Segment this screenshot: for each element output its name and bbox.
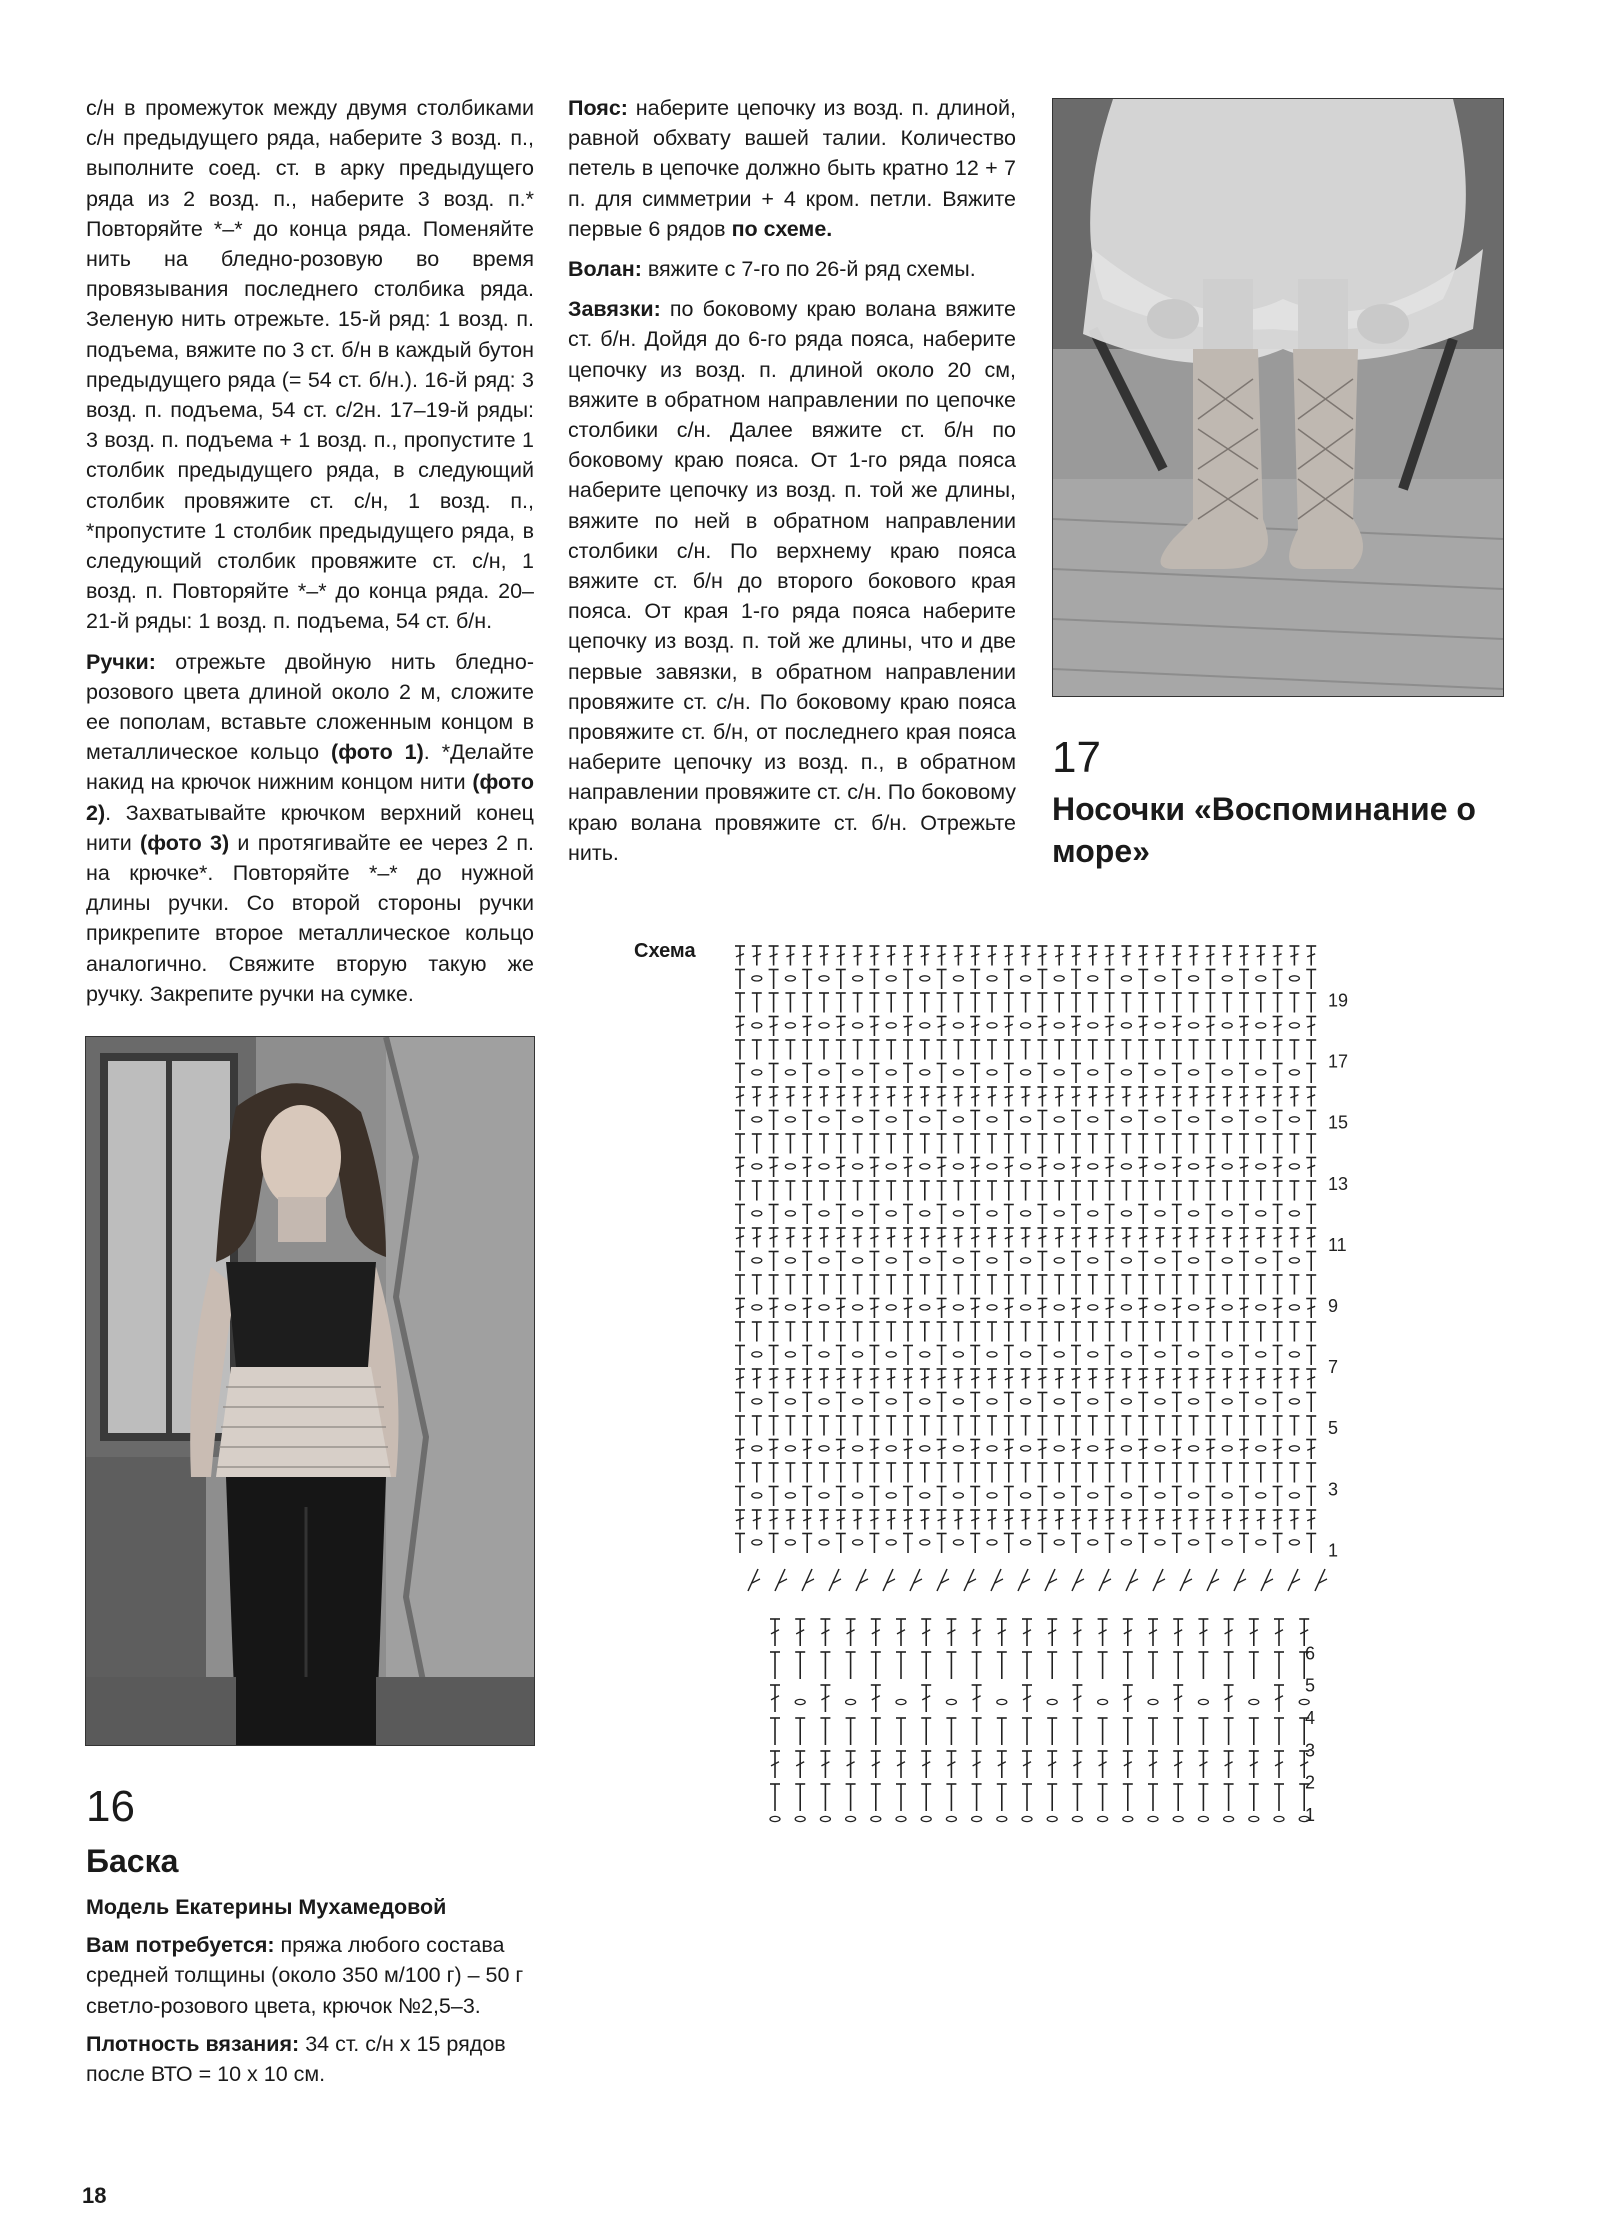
flounce-label: Волан: — [568, 257, 642, 282]
section-16-number: 16 — [86, 1782, 135, 1831]
author-name: Модель Екатерины Мухамедовой — [86, 1895, 447, 1919]
handles-text-a: отрежьте двойную нить бледно-розового цвета длиной около 2 м, сложите ее пополам, вставьте сложенным концом в металлическое кольцо — [86, 649, 534, 765]
gauge — [86, 2029, 534, 2089]
section-16-details — [86, 1892, 534, 2097]
handles-text-e: . Захватывайте крючком верхний конец нити — [86, 800, 534, 855]
handles-text-g: и протягивайте ее через 2 п. на крючке*. Повторяйте *–* до нужной длины ручки. Со второй стороны ручки прикрепите второе металлическое кольцо аналогично. Свяжите вторую такую же ручку. Закрепите ручки на сумке. — [86, 830, 534, 1006]
lower-row-label: 4 — [1305, 1708, 1316, 1729]
upper-row-label: 9 — [1328, 1296, 1339, 1316]
ties-label: Завязки: — [568, 297, 661, 322]
paragraph-flounce — [568, 254, 1016, 284]
socks-photo — [1052, 98, 1504, 697]
gauge-text: 34 ст. с/н х 15 рядов после ВТО = 10 х 10 см. — [86, 2031, 506, 2087]
materials-label: Вам потребуется: — [86, 1933, 275, 1958]
lower-row-label: 1 — [1305, 1805, 1316, 1826]
upper-row-label: 17 — [1328, 1051, 1349, 1072]
belt-schema-ref: по схеме. — [731, 216, 833, 241]
lower-row-label: 3 — [1305, 1740, 1316, 1761]
upper-row-label: 1 — [1328, 1540, 1339, 1561]
belt-label: Пояс: — [568, 96, 628, 120]
paragraph-row-instructions: с/н в промежуток между двумя столбиками с/н предыдущего ряда, наберите 3 возд. п., выполните соед. ст. в арку предыдущего ряда из 2 возд. п., наберите 3 возд. п.* Повторяйте *–* до конца ряда. Поменяйте нить на бледно-розовую во время провязывания последнего столбика ряда. Зеленую нить отрежьте. 15-й ряд: 1 возд. п. подъема, вяжите по 3 ст. б/н в каждый бутон предыдущего ряда (= 54 ст. б/н.). 16-й ряд: 3 возд. п. подъема, 54 ст. с/2н. 17–19-й ряды: 3 возд. п. подъема + 1 возд. п., пропустите 1 столбик предыдущего ряда, в следующий столбик провяжите ст. с/н, 1 возд. п., *пропустите 1 столбик предыдущего ряда, в следующий столбик провяжите ст. с/н, 1 возд. п. Повторяйте *–* до конца ряда. 20–21-й ряды: 1 возд. п. подъема, 54 ст. б/н. — [86, 96, 534, 634]
lower-row-label: 6 — [1305, 1643, 1316, 1664]
photo-ref-2: (фото 2) — [86, 770, 534, 825]
text-column-1 — [86, 93, 534, 1019]
gauge-label: Плотность вязания: — [86, 2031, 300, 2056]
handles-text-c: . *Делайте накид на крючок нижним концом нити — [86, 740, 534, 795]
page-number: 18 — [82, 2183, 107, 2208]
upper-row-label: 11 — [1328, 1234, 1347, 1255]
lower-row-label: 5 — [1305, 1675, 1316, 1696]
lower-row-label: 2 — [1305, 1772, 1316, 1793]
crochet-chart — [720, 930, 1360, 2090]
ties-text: по боковому краю волана вяжите ст. б/н. Дойдя до 6-го ряда пояса, наберите цепочку из возд. п. длиной около 20 см, вяжите в обратном направлении по цепочке столбики с/н. Далее вяжите ст. б/н по боковому краю пояса. От 1-го ряда пояса наберите цепочку из возд. п. той же длины, вяжите по ней в обратном направлении столбики с/н. По верхнему краю пояса вяжите ст. б/н до второго бокового края пояса. От края 1-го ряда пояса наберите цепочку из возд. п. той же длины, что и две первые завязки, в обратном направлении провяжите ст. с/н. По боковому краю пояса провяжите ст. б/н, от последнего края пояса наберите цепочку из возд. п., в обратном направлении провяжите ст. с/н. По боковому краю волана провяжите ст. б/н. Отрежьте нить. — [568, 297, 1016, 865]
paragraph-ties — [568, 294, 1016, 868]
paragraph-belt — [568, 93, 1016, 244]
peplum-photo-illustration — [86, 1037, 534, 1745]
materials — [86, 1930, 534, 2021]
schema-label: Схема — [634, 940, 696, 962]
paragraph-handles — [86, 647, 534, 1009]
upper-row-label: 5 — [1328, 1418, 1339, 1439]
upper-row-label: 15 — [1328, 1112, 1349, 1133]
upper-row-label: 7 — [1328, 1357, 1339, 1378]
photo-ref-3: (фото 3) — [140, 830, 230, 855]
section-17-number: 17 — [1052, 733, 1101, 782]
author-credit — [86, 1892, 534, 1922]
flounce-text: вяжите с 7-го по 26-й ряд схемы. — [641, 257, 976, 282]
section-16-title: Баска — [86, 1843, 179, 1879]
section-17-title: Носочки «Воспоминание о море» — [1052, 791, 1476, 869]
upper-row-label: 3 — [1328, 1479, 1339, 1500]
peplum-model-photo — [85, 1036, 535, 1746]
handles-label: Ручки: — [86, 649, 156, 674]
upper-row-label: 13 — [1328, 1173, 1349, 1194]
text-column-2 — [568, 93, 1016, 878]
photo-ref-1: (фото 1) — [331, 740, 424, 765]
belt-text: наберите цепочку из возд. п. длиной, равной обхвату вашей талии. Количество петель в цепочке должно быть кратно 12 + 7 п. для симметрии + 4 кром. петли. Вяжите первые 6 рядов — [568, 96, 1016, 241]
socks-photo-illustration — [1053, 99, 1503, 696]
materials-text: пряжа любого состава средней толщины (около 350 м/100 г) – 50 г светло-розового цвета, крючок №2,5–3. — [86, 1933, 524, 2018]
upper-row-label: 19 — [1328, 990, 1349, 1011]
